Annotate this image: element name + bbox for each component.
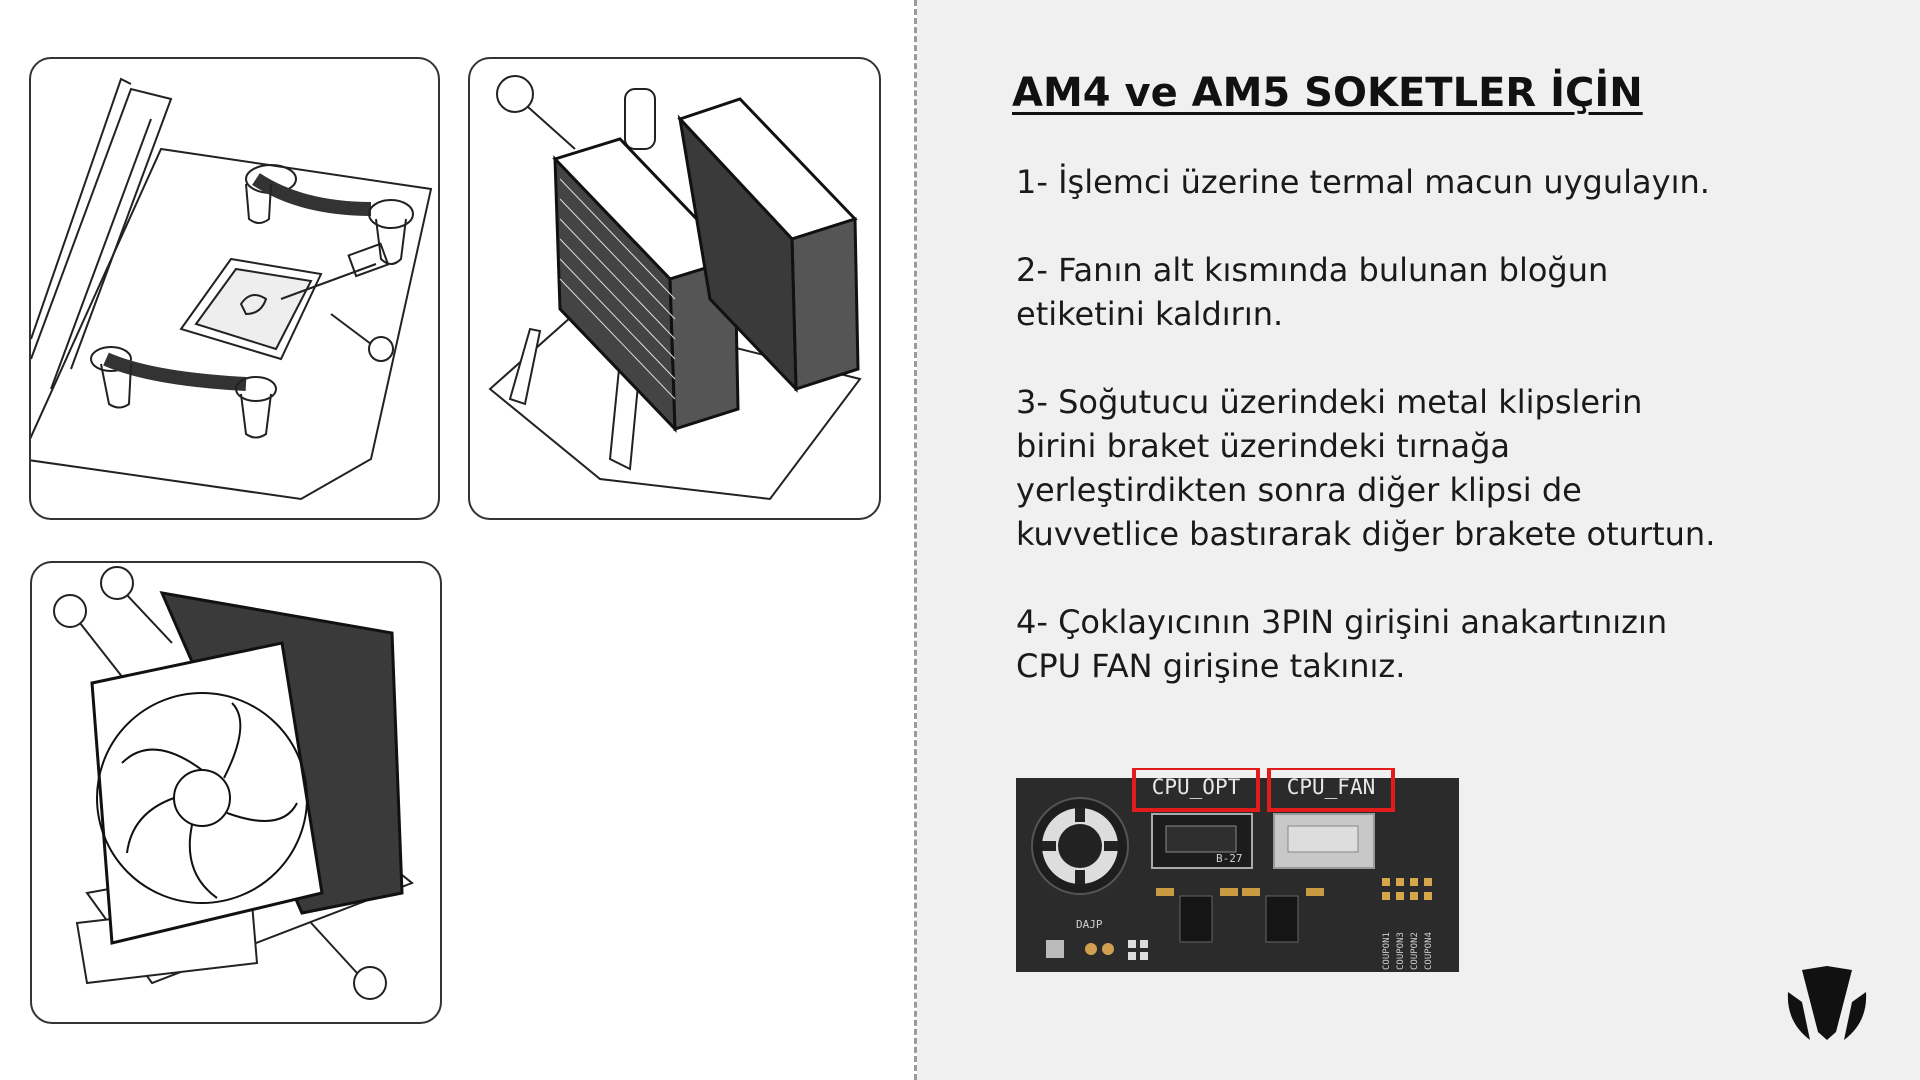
heatsink-illustration <box>470 59 879 518</box>
illustration-pane <box>0 0 914 1080</box>
cpu-opt-header-highlight: CPU_OPT <box>1132 768 1260 812</box>
panel-mount-fans <box>30 561 442 1024</box>
silk-b27: B-27 <box>1216 852 1243 865</box>
fan-mount-illustration <box>32 563 440 1022</box>
panel-place-heatsink <box>468 57 881 520</box>
page-title: AM4 ve AM5 SOKETLER İÇİN <box>1012 70 1643 116</box>
silk-coupon-3: COUPON3 <box>1396 932 1406 970</box>
step-3: 3- Soğutucu üzerindeki metal klipslerin birini braket üzerindeki tırnağa yerleştirdikten sonra diğer klipsi de kuvvetlice bastırarak diğer brakete oturtun. <box>1016 383 1716 553</box>
motherboard-photo <box>1016 768 1459 972</box>
step-1: 1- İşlemci üzerine termal macun uygulayın. <box>1016 163 1710 201</box>
cpu-fan-header-highlight: CPU_FAN <box>1267 768 1395 812</box>
thermal-paste-illustration <box>31 59 438 518</box>
instruction-steps <box>1016 160 1806 732</box>
step-2: 2- Fanın alt kısmında bulunan bloğun etiketini kaldırın. <box>1016 251 1609 333</box>
silk-dajp: DAJP <box>1076 918 1103 931</box>
silk-coupon-1: COUPON1 <box>1382 932 1392 970</box>
step-4: 4- Çoklayıcının 3PIN girişini anakartınızın CPU FAN girişine takınız. <box>1016 603 1668 685</box>
silk-coupon-2: COUPON2 <box>1410 932 1420 970</box>
brand-logo-icon <box>1784 962 1870 1046</box>
silk-coupon-4: COUPON4 <box>1424 932 1434 970</box>
panel-apply-thermal-paste <box>29 57 440 520</box>
